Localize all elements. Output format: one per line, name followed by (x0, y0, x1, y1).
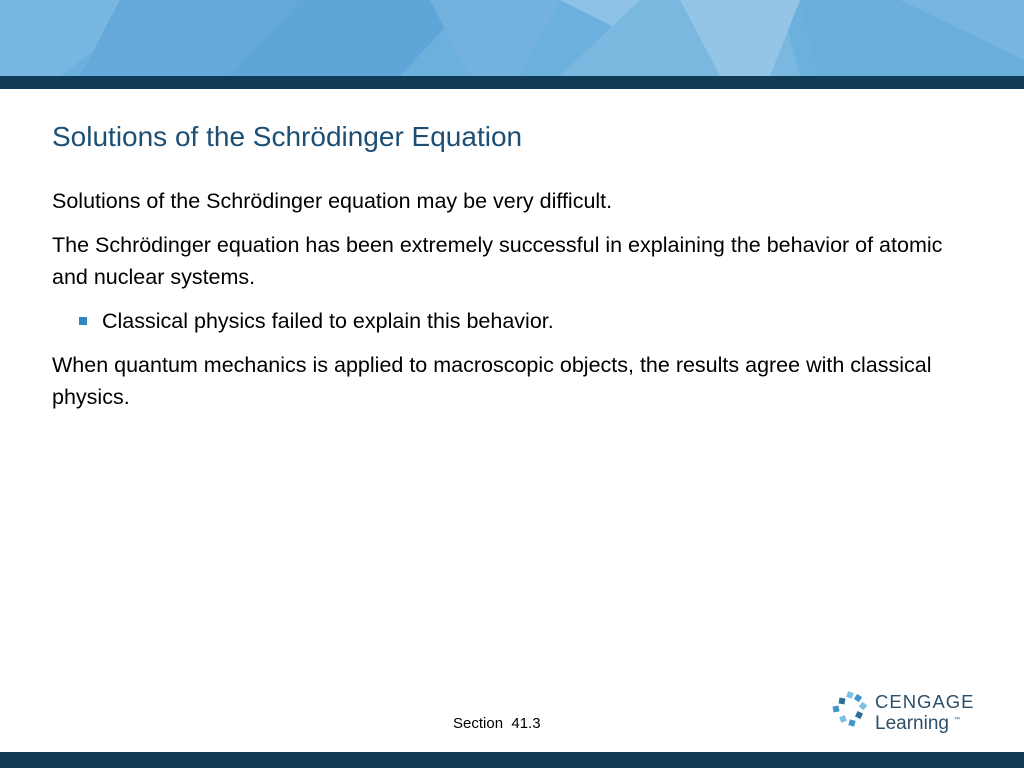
logo-trademark: ™ (954, 717, 960, 723)
square-bullet-icon (79, 317, 87, 325)
paragraph-2: The Schrödinger equation has been extremely successful in explaining the behavior of atomic and nuclear systems. (52, 233, 943, 289)
logo-wordmark-top: CENGAGE (875, 691, 975, 712)
paragraph-3: When quantum mechanics is applied to macroscopic objects, the results agree with classical physics. (52, 353, 932, 409)
top-banner (0, 0, 1024, 76)
logo-wordmark-bottom: Learning (875, 713, 949, 734)
top-rule (0, 76, 1024, 89)
banner-pattern (0, 0, 1024, 76)
slide-body (52, 185, 962, 425)
bullet-text: Classical physics failed to explain this behavior. (102, 309, 554, 333)
bullet-item (52, 305, 962, 337)
bottom-rule (0, 752, 1024, 768)
cengage-logo-mark-icon (830, 690, 870, 730)
slide-title: Solutions of the Schrödinger Equation (52, 121, 523, 152)
paragraph-1: Solutions of the Schrödinger equation may be very difficult. (52, 189, 613, 213)
section-label: Section 41.3 (453, 715, 541, 732)
cengage-logo (830, 688, 980, 740)
